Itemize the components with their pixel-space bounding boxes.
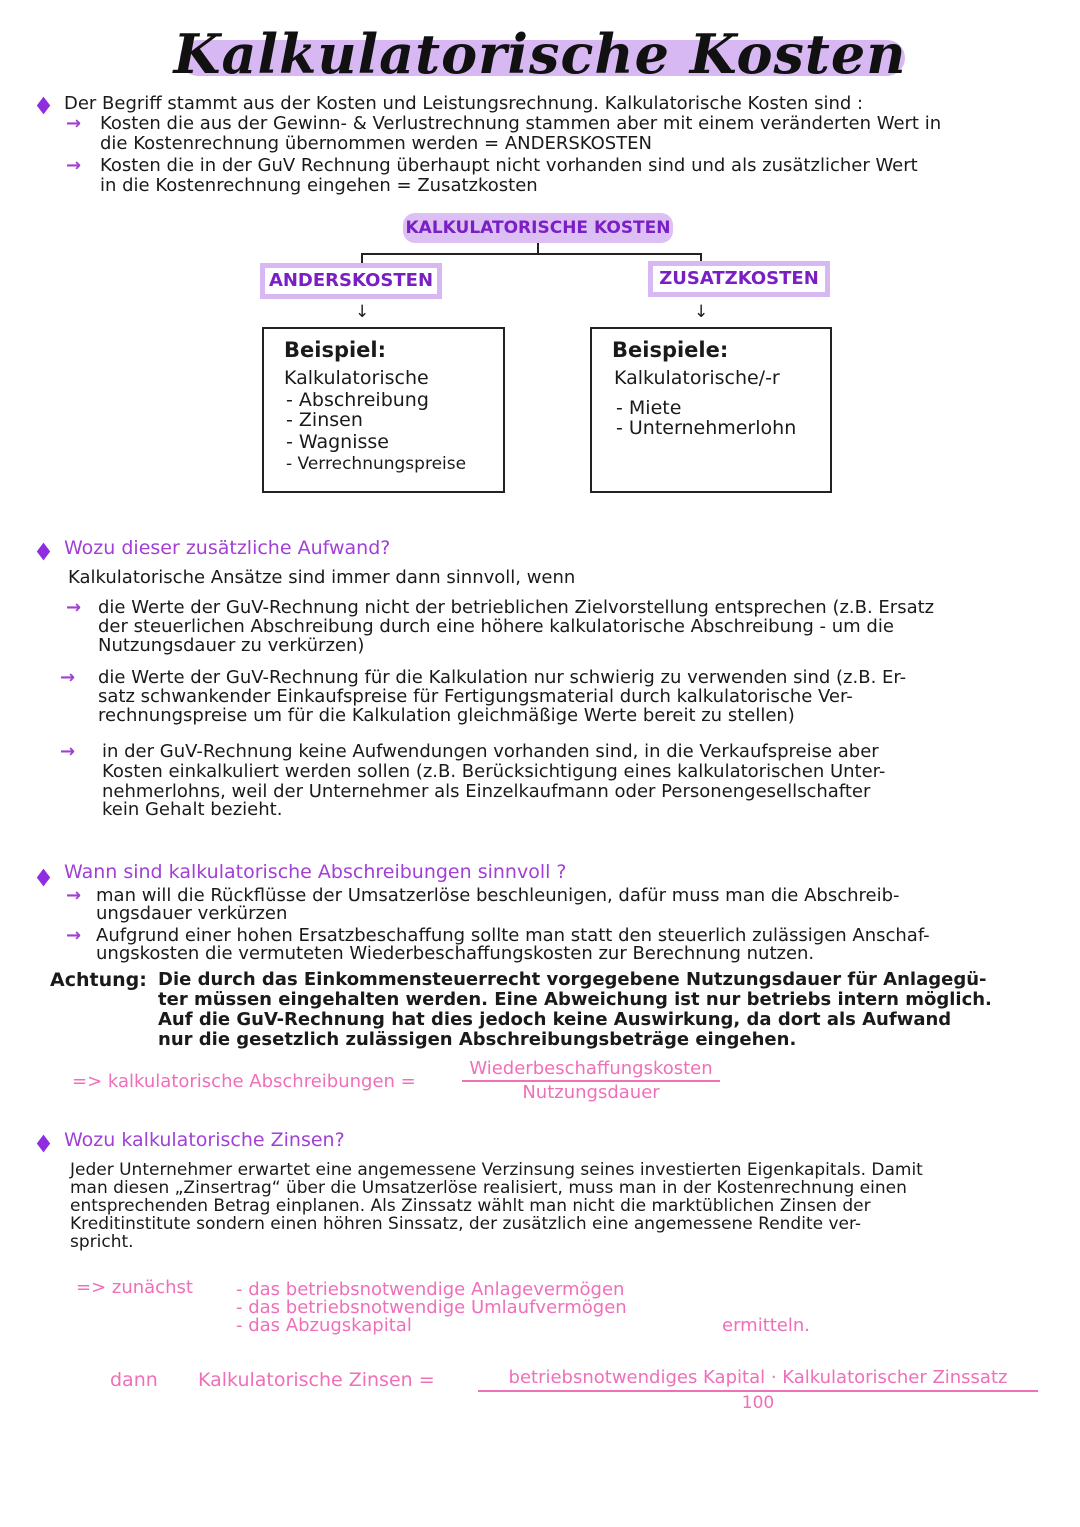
then-lhs: Kalkulatorische Zinsen = bbox=[198, 1369, 435, 1391]
arrow-icon: → bbox=[60, 667, 76, 688]
category-zusatzkosten: ZUSATZKOSTEN bbox=[648, 261, 830, 297]
section1-p3-line: in der GuV-Rechnung keine Aufwendungen vorhanden sind, in die Verkaufspreise aber bbox=[102, 741, 879, 762]
arrow-icon: → bbox=[66, 597, 82, 618]
section1-p3-line: nehmerlohns, weil der Unternehmer als Einzelkaufmann oder Personengesellschafter bbox=[102, 781, 871, 802]
category-anderskosten: ANDERSKOSTEN bbox=[260, 263, 442, 299]
warning-label: Achtung: bbox=[50, 969, 147, 991]
section1-intro: Kalkulatorische Ansätze sind immer dann sinnvoll, wenn bbox=[68, 567, 576, 588]
warning-line: nur die gesetzlich zulässigen Abschreibungsbeträge eingehen. bbox=[158, 1029, 797, 1050]
then-label: dann bbox=[110, 1369, 158, 1391]
first-item: - das betriebsnotwendige Umlaufvermögen bbox=[236, 1297, 627, 1318]
arrow-icon: → bbox=[66, 113, 82, 134]
section2-p2-line: ungskosten die vermuteten Wiederbeschaffungskosten zur Berechnung nutzen. bbox=[96, 943, 815, 964]
page-title: Kalkulatorische Kosten bbox=[173, 22, 907, 86]
example-line: Kalkulatorische bbox=[284, 367, 429, 389]
title-area bbox=[0, 18, 1080, 88]
section1-p3-line: Kosten einkalkuliert werden sollen (z.B. Berücksichtigung eines kalkulatorischen Unter- bbox=[102, 761, 886, 782]
section1-p2-line: die Werte der GuV-Rechnung für die Kalkulation nur schwierig zu verwenden sind (z.B. Er- bbox=[98, 667, 907, 688]
section1-p1-line: die Werte der GuV-Rechnung nicht der betrieblichen Zielvorstellung entsprechen (z.B. Ersatz bbox=[98, 597, 935, 618]
bullet-icon bbox=[37, 543, 50, 561]
section2-heading: Wann sind kalkulatorische Abschreibungen sinnvoll ? bbox=[64, 861, 567, 883]
intro-line: Der Begriff stammt aus der Kosten und Leistungsrechnung. Kalkulatorische Kosten sind : bbox=[64, 93, 864, 114]
first-label: => zunächst bbox=[76, 1277, 193, 1298]
section3-para-line: Jeder Unternehmer erwartet eine angemessene Verzinsung seines investierten Eigenkapitals. Damit bbox=[70, 1160, 923, 1180]
section3-para-line: man diesen „Zinsertrag“ über die Umsatzerlöse realisiert, muss man in der Kostenrechnung einen bbox=[70, 1178, 907, 1198]
example-line: - Zinsen bbox=[286, 409, 363, 431]
formula-denominator: Nutzungsdauer bbox=[522, 1082, 660, 1103]
bullet-icon bbox=[37, 1135, 50, 1153]
example-line: - Miete bbox=[616, 397, 682, 419]
warning-line: Die durch das Einkommensteuerrecht vorgegebene Nutzungsdauer für Anlagegü- bbox=[158, 969, 987, 990]
example-heading: Beispiel: bbox=[284, 338, 387, 362]
section1-heading: Wozu dieser zusätzliche Aufwand? bbox=[64, 537, 391, 559]
interest-numerator: betriebsnotwendiges Kapital · Kalkulatorischer Zinssatz bbox=[478, 1366, 1038, 1392]
section3-heading: Wozu kalkulatorische Zinsen? bbox=[64, 1129, 345, 1151]
arrow-icon: → bbox=[60, 741, 76, 762]
diagram-root: KALKULATORISCHE KOSTEN bbox=[403, 213, 673, 243]
section2-p1-line: ungsdauer verkürzen bbox=[96, 903, 288, 924]
interest-fraction bbox=[478, 1366, 1038, 1414]
formula-lhs: => kalkulatorische Abschreibungen = bbox=[72, 1071, 416, 1092]
section1-p1-line: Nutzungsdauer zu verkürzen) bbox=[98, 635, 365, 656]
warning-line: ter müssen eingehalten werden. Eine Abweichung ist nur betriebs intern möglich. bbox=[158, 989, 992, 1010]
section1-p2-line: rechnungspreise um für die Kalkulation gleichmäßige Werte bereit zu stellen) bbox=[98, 705, 795, 726]
formula-numerator: Wiederbeschaffungskosten bbox=[462, 1058, 720, 1082]
section2-p1-line: man will die Rückflüsse der Umsatzerlöse beschleunigen, dafür muss man die Abschreib- bbox=[96, 885, 900, 906]
section2-p2-line: Aufgrund einer hohen Ersatzbeschaffung sollte man statt den steuerlich zulässigen Anschaf- bbox=[96, 925, 930, 946]
section1-p3-line: kein Gehalt bezieht. bbox=[102, 799, 283, 820]
example-line: - Wagnisse bbox=[286, 431, 389, 453]
example-box-zusatzkosten bbox=[590, 327, 832, 493]
example-box-anderskosten bbox=[262, 327, 505, 493]
connector bbox=[361, 253, 363, 263]
example-line: - Unternehmerlohn bbox=[616, 417, 797, 439]
intro-item2-line2: in die Kostenrechnung eingehen = Zusatzkosten bbox=[100, 175, 538, 196]
connector bbox=[361, 253, 702, 255]
intro-item1-line1: Kosten die aus der Gewinn- & Verlustrechnung stammen aber mit einem veränderten Wert in bbox=[100, 113, 942, 134]
section1-p2-line: satz schwankender Einkaufspreise für Fertigungsmaterial durch kalkulatorische Ver- bbox=[98, 686, 853, 707]
example-heading: Beispiele: bbox=[612, 338, 729, 362]
example-line: Kalkulatorische/-r bbox=[614, 367, 780, 389]
section1-p1-line: der steuerlichen Abschreibung durch eine höhere kalkulatorische Abschreibung - um die bbox=[98, 616, 894, 637]
section3-para-line: Kreditinstitute sondern einen höhren Sinssatz, der zusätzlich eine angemessene Rendite ver- bbox=[70, 1214, 862, 1234]
arrow-icon: → bbox=[66, 885, 82, 906]
down-arrow-icon: ↓ bbox=[694, 302, 709, 322]
section3-para-line: spricht. bbox=[70, 1232, 134, 1252]
example-line: - Verrechnungspreise bbox=[286, 454, 467, 474]
first-item: - das betriebsnotwendige Anlagevermögen bbox=[236, 1279, 625, 1300]
section3-para-line: entsprechenden Betrag einplanen. Als Zinssatz wählt man nicht die marktüblichen Zinsen der bbox=[70, 1196, 871, 1216]
interest-denominator: 100 bbox=[741, 1393, 775, 1413]
arrow-icon: → bbox=[66, 925, 82, 946]
bullet-icon bbox=[37, 97, 50, 115]
bullet-icon bbox=[37, 869, 50, 887]
intro-item2-line1: Kosten die in der GuV Rechnung überhaupt nicht vorhanden sind und als zusätzlicher Wert bbox=[100, 155, 918, 176]
warning-line: Auf die GuV-Rechnung hat dies jedoch keine Auswirkung, da dort als Aufwand bbox=[158, 1009, 952, 1030]
first-end: ermitteln. bbox=[722, 1315, 811, 1336]
first-item: - das Abzugskapital bbox=[236, 1315, 412, 1336]
down-arrow-icon: ↓ bbox=[355, 302, 370, 322]
formula-fraction bbox=[462, 1058, 720, 1104]
intro-item1-line2: die Kostenrechnung übernommen werden = ANDERSKOSTEN bbox=[100, 133, 653, 154]
example-line: - Abschreibung bbox=[286, 389, 429, 411]
arrow-icon: → bbox=[66, 155, 82, 176]
